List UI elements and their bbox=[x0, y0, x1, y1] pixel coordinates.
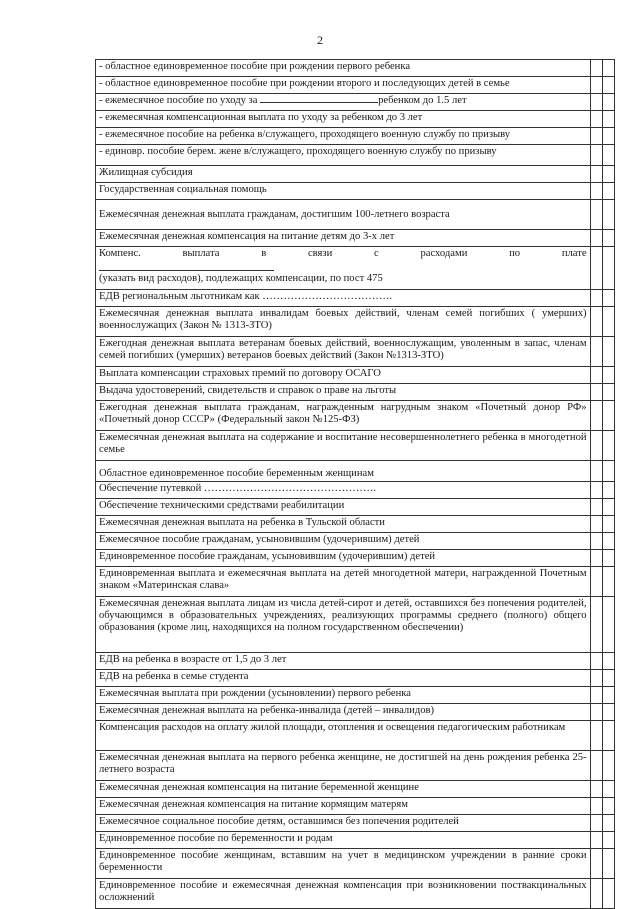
table-row bbox=[96, 516, 615, 533]
table-row bbox=[96, 77, 615, 94]
row-label bbox=[96, 94, 591, 111]
checkbox-cell[interactable] bbox=[590, 166, 602, 183]
table-row bbox=[96, 230, 615, 247]
checkbox-cell[interactable] bbox=[590, 815, 602, 832]
row-label bbox=[96, 247, 591, 290]
table-row bbox=[96, 128, 615, 145]
row-label: Обеспечение техническими средствами реабилитации bbox=[96, 499, 591, 516]
checkbox-cell[interactable] bbox=[590, 401, 602, 431]
row-label: Ежемесячная денежная компенсация на питание кормящим матерям bbox=[96, 798, 591, 815]
checkbox-cell[interactable] bbox=[602, 367, 614, 384]
checkbox-cell[interactable] bbox=[602, 401, 614, 431]
row-label: Ежемесячная выплата при рождении (усыновлении) первого ребенка bbox=[96, 687, 591, 704]
table-row bbox=[96, 815, 615, 832]
checkbox-cell[interactable] bbox=[602, 721, 614, 751]
table-row bbox=[96, 183, 615, 200]
table-row bbox=[96, 247, 615, 290]
checkbox-cell[interactable] bbox=[590, 832, 602, 849]
page-number: 2 bbox=[317, 33, 323, 47]
table-row bbox=[96, 879, 615, 909]
benefits-table bbox=[95, 59, 615, 909]
checkbox-cell[interactable] bbox=[602, 145, 614, 166]
row-label: Выплата компенсации страховых премий по договору ОСАГО bbox=[96, 367, 591, 384]
row-label: Государственная социальная помощь bbox=[96, 183, 591, 200]
table-row bbox=[96, 687, 615, 704]
row-label: - областное единовременное пособие при рождении первого ребенка bbox=[96, 60, 591, 77]
checkbox-cell[interactable] bbox=[590, 60, 602, 77]
checkbox-cell[interactable] bbox=[602, 815, 614, 832]
table-row bbox=[96, 597, 615, 653]
row-label: Областное единовременное пособие беременным женщинам bbox=[96, 461, 591, 482]
row-label: ЕДВ на ребенка в возрасте от 1,5 до 3 лет bbox=[96, 653, 591, 670]
checkbox-cell[interactable] bbox=[590, 290, 602, 307]
table-row bbox=[96, 111, 615, 128]
checkbox-cell[interactable] bbox=[590, 128, 602, 145]
row-label: - единовр. пособие берем. жене в/служащего, проходящего военную службу по призыву bbox=[96, 145, 591, 166]
blank-line[interactable] bbox=[99, 260, 274, 271]
checkbox-cell[interactable] bbox=[602, 849, 614, 879]
checkbox-cell[interactable] bbox=[590, 567, 602, 597]
row-label: Компенсация расходов на оплату жилой площади, отопления и освещения педагогическим работникам bbox=[96, 721, 591, 751]
row-label-after: ребенком до 1.5 лет bbox=[378, 95, 467, 106]
row-label: Ежегодная денежная выплата гражданам, награжденным нагрудным знаком «Почетный донор РФ» «Почетный донор СССР» (Федеральный закон №125-ФЗ) bbox=[96, 401, 591, 431]
checkbox-cell[interactable] bbox=[590, 849, 602, 879]
row-label: - ежемесячная компенсационная выплата по уходу за ребенком до 3 лет bbox=[96, 111, 591, 128]
checkbox-cell[interactable] bbox=[602, 77, 614, 94]
table-row bbox=[96, 482, 615, 499]
checkbox-cell[interactable] bbox=[590, 384, 602, 401]
checkbox-cell[interactable] bbox=[602, 384, 614, 401]
table-row bbox=[96, 290, 615, 307]
table-row bbox=[96, 670, 615, 687]
row-label: Ежемесячная денежная выплата инвалидам боевых действий, членам семей погибших ( умерших) военнослужащих (Закон № 1313-ЗТО) bbox=[96, 307, 591, 337]
row-label-before: - ежемесячное пособие по уходу за bbox=[99, 95, 258, 106]
table-row bbox=[96, 60, 615, 77]
row-label: Ежемесячное социальное пособие детям, оставшимся без попечения родителей bbox=[96, 815, 591, 832]
checkbox-cell[interactable] bbox=[590, 482, 602, 499]
checkbox-cell[interactable] bbox=[590, 533, 602, 550]
checkbox-cell[interactable] bbox=[590, 94, 602, 111]
checkbox-cell[interactable] bbox=[602, 307, 614, 337]
row-label: ЕДВ на ребенка в семье студента bbox=[96, 670, 591, 687]
checkbox-cell[interactable] bbox=[590, 879, 602, 909]
checkbox-cell[interactable] bbox=[602, 230, 614, 247]
table-row bbox=[96, 461, 615, 482]
table-row bbox=[96, 94, 615, 111]
checkbox-cell[interactable] bbox=[602, 550, 614, 567]
row-label: Ежемесячная денежная выплата гражданам, достигшим 100-летнего возраста bbox=[96, 200, 591, 230]
checkbox-cell[interactable] bbox=[602, 516, 614, 533]
checkbox-cell[interactable] bbox=[590, 687, 602, 704]
table-row bbox=[96, 533, 615, 550]
table-row bbox=[96, 384, 615, 401]
row-label: Ежемесячная денежная выплата на ребенка в Тульской области bbox=[96, 516, 591, 533]
table-row bbox=[96, 751, 615, 781]
checkbox-cell[interactable] bbox=[602, 290, 614, 307]
row-label: Единовременное пособие по беременности и родам bbox=[96, 832, 591, 849]
checkbox-cell[interactable] bbox=[602, 781, 614, 798]
checkbox-cell[interactable] bbox=[590, 798, 602, 815]
row-label: Выдача удостоверений, свидетельств и справок о праве на льготы bbox=[96, 384, 591, 401]
checkbox-cell[interactable] bbox=[590, 550, 602, 567]
table-row bbox=[96, 367, 615, 384]
table-row bbox=[96, 431, 615, 461]
table-row bbox=[96, 337, 615, 367]
checkbox-cell[interactable] bbox=[590, 670, 602, 687]
checkbox-cell[interactable] bbox=[602, 499, 614, 516]
table-row bbox=[96, 721, 615, 751]
checkbox-cell[interactable] bbox=[602, 431, 614, 461]
row-label: Ежемесячное пособие гражданам, усыновившим (удочерившим) детей bbox=[96, 533, 591, 550]
checkbox-cell[interactable] bbox=[602, 533, 614, 550]
row-label: - областное единовременное пособие при рождении второго и последующих детей в семье bbox=[96, 77, 591, 94]
row-label: Жилищная субсидия bbox=[96, 166, 591, 183]
checkbox-cell[interactable] bbox=[602, 482, 614, 499]
checkbox-cell[interactable] bbox=[590, 111, 602, 128]
checkbox-cell[interactable] bbox=[590, 461, 602, 482]
row-label: Единовременное пособие женщинам, вставшим на учет в медицинском учреждении в ранние сроки беременности bbox=[96, 849, 591, 879]
row-label: ЕДВ региональным льготникам как ………………………………. bbox=[96, 290, 591, 307]
checkbox-cell[interactable] bbox=[602, 247, 614, 290]
table-row bbox=[96, 200, 615, 230]
table-row bbox=[96, 704, 615, 721]
checkbox-cell[interactable] bbox=[590, 597, 602, 653]
checkbox-cell[interactable] bbox=[590, 721, 602, 751]
table-row bbox=[96, 849, 615, 879]
checkbox-cell[interactable] bbox=[602, 60, 614, 77]
row-label: Ежемесячная денежная выплата на ребенка-инвалида (детей – инвалидов) bbox=[96, 704, 591, 721]
checkbox-cell[interactable] bbox=[590, 751, 602, 781]
row-label: Ежегодная денежная выплата ветеранам боевых действий, военнослужащим, уволенным в запас, членам семей погибших (умерших) ветеранов боевых действий (Закон №1313-ЗТО) bbox=[96, 337, 591, 367]
row-label: Ежемесячная денежная компенсация на питание беременной женщине bbox=[96, 781, 591, 798]
row-label: Ежемесячная денежная выплата лицам из числа детей-сирот и детей, оставшихся без попечения родителей, обучающимся в образовательных учреждениях, реализующих программы среднего (полного) общего образования (кроме лиц, находящихся на полном государственном обеспечении) bbox=[96, 597, 591, 653]
checkbox-cell[interactable] bbox=[590, 431, 602, 461]
checkbox-cell[interactable] bbox=[602, 461, 614, 482]
checkbox-cell[interactable] bbox=[602, 751, 614, 781]
checkbox-cell[interactable] bbox=[590, 200, 602, 230]
table-row bbox=[96, 145, 615, 166]
table-row bbox=[96, 166, 615, 183]
checkbox-cell[interactable] bbox=[590, 183, 602, 200]
row-label-line1: Компенс. выплата в связи с расходами по плате bbox=[99, 248, 587, 259]
checkbox-cell[interactable] bbox=[602, 128, 614, 145]
table-row bbox=[96, 499, 615, 516]
table-row bbox=[96, 307, 615, 337]
checkbox-cell[interactable] bbox=[590, 337, 602, 367]
checkbox-cell[interactable] bbox=[602, 166, 614, 183]
checkbox-cell[interactable] bbox=[602, 879, 614, 909]
blank-line[interactable] bbox=[260, 102, 378, 103]
table-row bbox=[96, 832, 615, 849]
checkbox-cell[interactable] bbox=[602, 653, 614, 670]
row-label: Ежемесячная денежная выплата на содержание и воспитание несовершеннолетнего ребенка в многодетной семье bbox=[96, 431, 591, 461]
checkbox-cell[interactable] bbox=[602, 183, 614, 200]
row-label: Единовременное пособие гражданам, усыновившим (удочерившим) детей bbox=[96, 550, 591, 567]
checkbox-cell[interactable] bbox=[590, 367, 602, 384]
checkbox-cell[interactable] bbox=[590, 307, 602, 337]
row-label: Ежемесячная денежная компенсация на питание детям до 3-х лет bbox=[96, 230, 591, 247]
row-label: Обеспечение путевкой …………………………………………. bbox=[96, 482, 591, 499]
checkbox-cell[interactable] bbox=[590, 145, 602, 166]
checkbox-cell[interactable] bbox=[602, 687, 614, 704]
checkbox-cell[interactable] bbox=[590, 516, 602, 533]
checkbox-cell[interactable] bbox=[602, 832, 614, 849]
checkbox-cell[interactable] bbox=[602, 597, 614, 653]
checkbox-cell[interactable] bbox=[590, 77, 602, 94]
table-row bbox=[96, 798, 615, 815]
checkbox-cell[interactable] bbox=[590, 704, 602, 721]
checkbox-cell[interactable] bbox=[602, 111, 614, 128]
checkbox-cell[interactable] bbox=[590, 781, 602, 798]
checkbox-cell[interactable] bbox=[590, 499, 602, 516]
row-label-line3: (указать вид расходов), подлежащих компенсации, по пост 475 bbox=[99, 273, 383, 284]
checkbox-cell[interactable] bbox=[602, 94, 614, 111]
checkbox-cell[interactable] bbox=[590, 653, 602, 670]
table-row bbox=[96, 781, 615, 798]
checkbox-cell[interactable] bbox=[602, 670, 614, 687]
table-row bbox=[96, 567, 615, 597]
checkbox-cell[interactable] bbox=[602, 704, 614, 721]
checkbox-cell[interactable] bbox=[602, 798, 614, 815]
table-row bbox=[96, 550, 615, 567]
checkbox-cell[interactable] bbox=[602, 337, 614, 367]
table-row bbox=[96, 653, 615, 670]
row-label: Единовременное пособие и ежемесячная денежная компенсация при возникновении поствакцинальных осложнений bbox=[96, 879, 591, 909]
row-label: - ежемесячное пособие на ребенка в/служащего, проходящего военную службу по призыву bbox=[96, 128, 591, 145]
row-label: Единовременная выплата и ежемесячная выплата на детей многодетной матери, награжденной Почетным знаком «Материнская слава» bbox=[96, 567, 591, 597]
table-row bbox=[96, 401, 615, 431]
checkbox-cell[interactable] bbox=[590, 230, 602, 247]
checkbox-cell[interactable] bbox=[590, 247, 602, 290]
row-label: Ежемесячная денежная выплата на первого ребенка женщине, не достигшей на день рождения ребенка 25-летнего возраста bbox=[96, 751, 591, 781]
checkbox-cell[interactable] bbox=[602, 200, 614, 230]
checkbox-cell[interactable] bbox=[602, 567, 614, 597]
